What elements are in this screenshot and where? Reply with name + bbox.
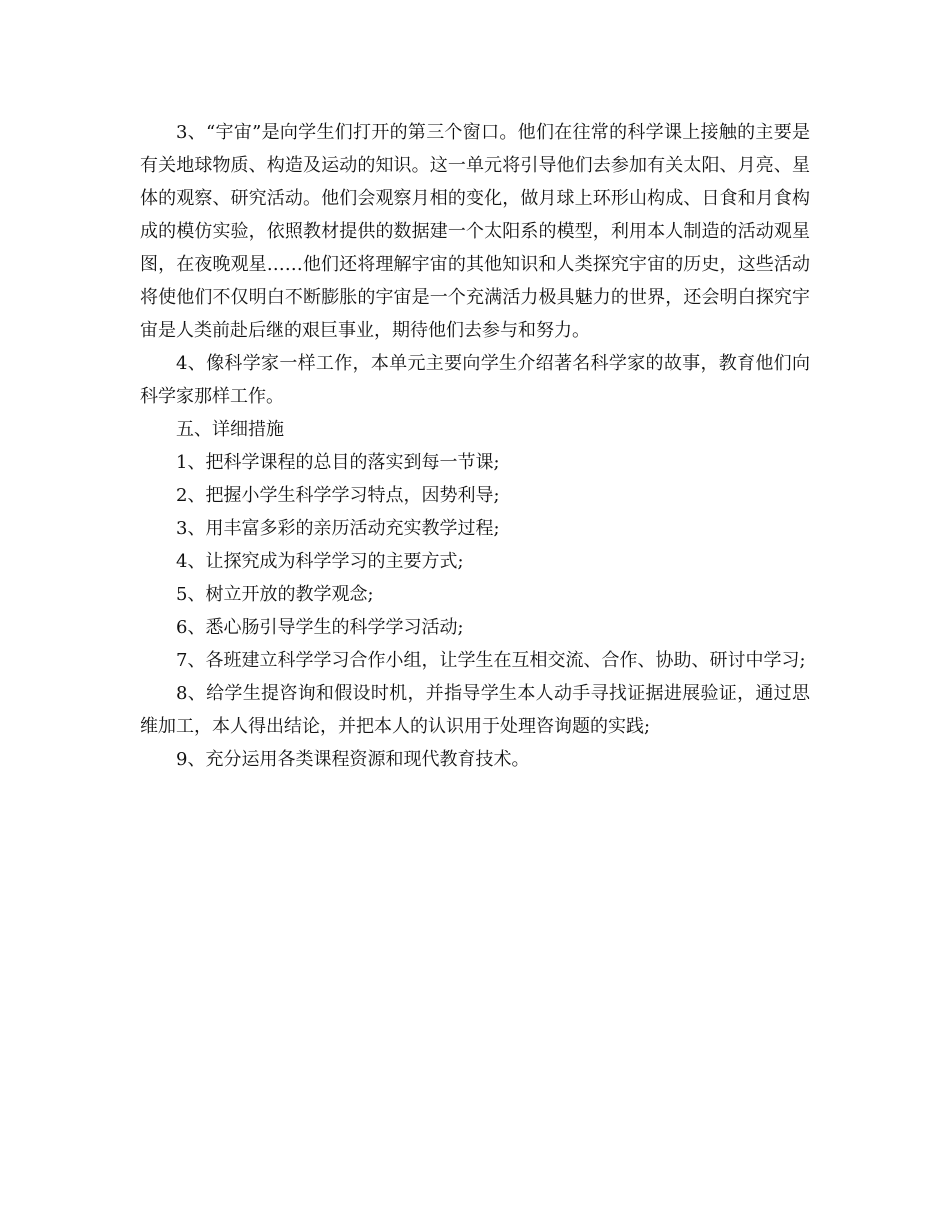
list-item: 3、用丰富多彩的亲历活动充实教学过程; [176,518,500,539]
list-item: 1、把科学课程的总目的落实到每一节课; [176,452,500,473]
section-heading-measures: 五、详细措施 [176,419,284,440]
list-item: 4、让探究成为科学学习的主要方式; [176,551,464,572]
list-item: 6、悉心肠引导学生的科学学习活动; [176,617,464,638]
document-body [140,116,810,776]
paragraph-scientist-unit: 4、像科学家一样工作，本单元主要向学生介绍著名科学家的故事，教育他们向科学家那样工作。 [140,353,810,407]
list-item: 2、把握小学生科学学习特点，因势利导; [176,485,500,506]
list-item: 9、充分运用各类课程资源和现代教育技术。 [176,749,530,770]
list-item: 5、树立开放的教学观念; [176,584,374,605]
list-item: 8、给学生提咨询和假设时机，并指导学生本人动手寻找证据进展验证，通过思维加工，本人得出结论，并把本人的认识用于处理咨询题的实践; [140,683,810,737]
list-item: 7、各班建立科学学习合作小组，让学生在互相交流、合作、协助、研讨中学习; [176,650,806,671]
paragraph-universe-unit: 3、“宇宙”是向学生们打开的第三个窗口。他们在往常的科学课上接触的主要是有关地球物质、构造及运动的知识。这一单元将引导他们去参加有关太阳、月亮、星体的观察、研究活动。他们会观察月相的变化，做月球上环形山构成、日食和月食构成的模仿实验，依照教材提供的数据建一个太阳系的模型，利用本人制造的活动观星图，在夜晚观星……他们还将理解宇宙的其他知识和人类探究宇宙的历史，这些活动将使他们不仅明白不断膨胀的宇宙是一个充满活力极具魅力的世界，还会明白探究宇宙是人类前赴后继的艰巨事业，期待他们去参与和努力。 [140,122,810,341]
